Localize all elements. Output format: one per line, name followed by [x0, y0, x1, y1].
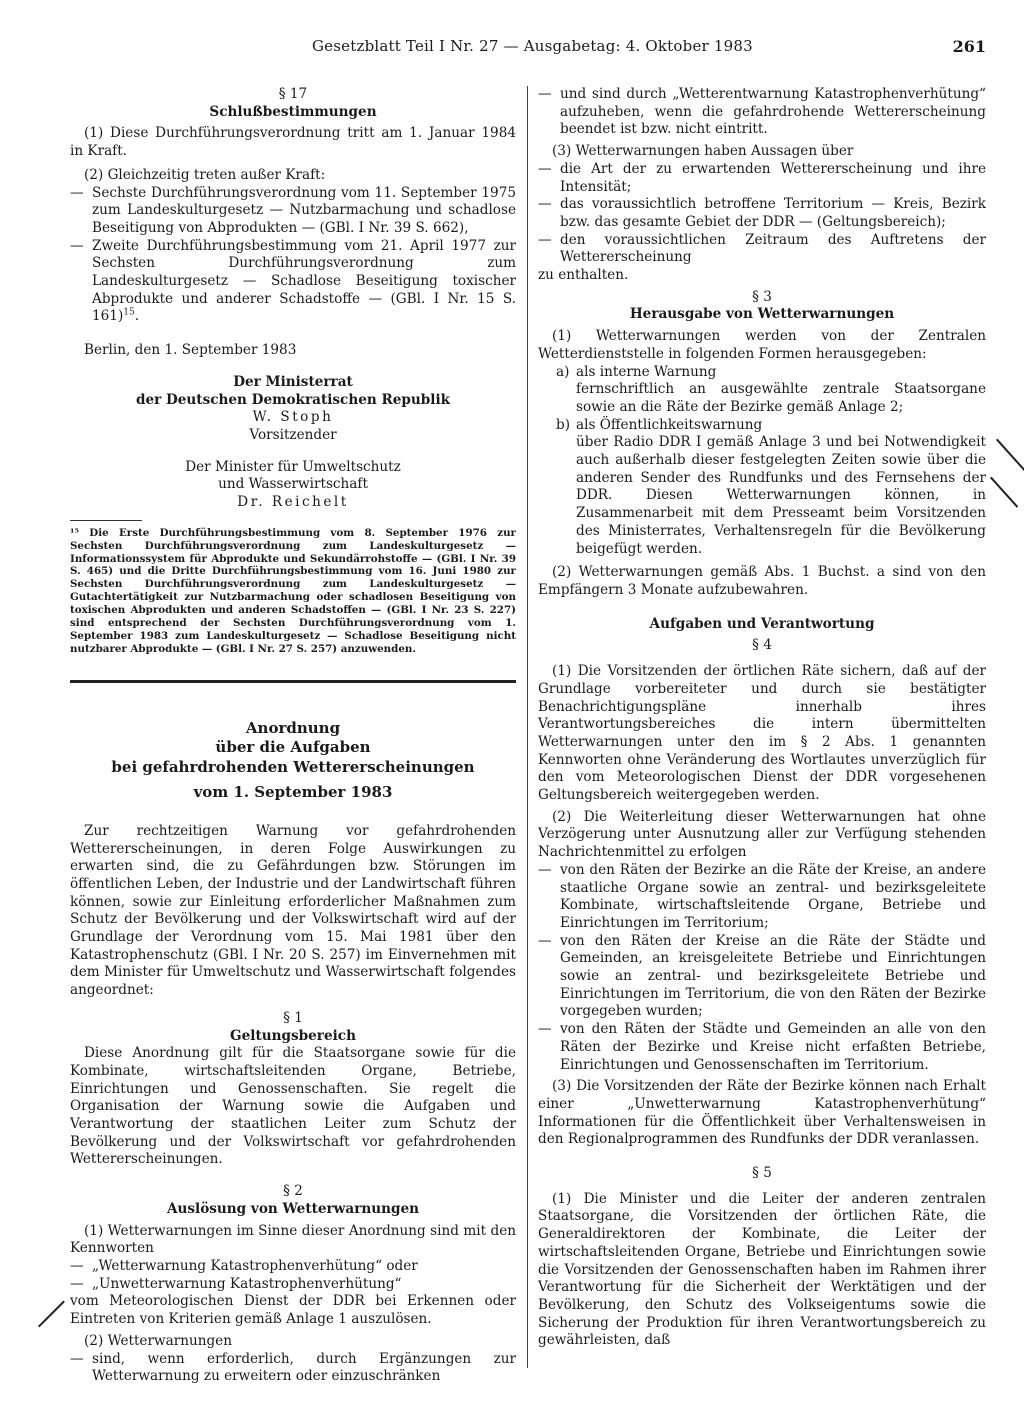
council-role: Vorsitzender — [249, 426, 337, 443]
list-item-title: als interne Warnung — [576, 363, 717, 380]
margin-pen-mark — [38, 1301, 65, 1328]
dash-mark: — — [538, 1021, 552, 1038]
list-item-text: „Unwetterwarnung Katastrophenverhütung“ — [92, 1275, 402, 1292]
section-2-para-3: (3) Wetterwarnungen haben Aussagen über — [552, 143, 854, 160]
section-17-number: § 17 — [278, 86, 308, 102]
page-number: 261 — [952, 37, 986, 56]
minister-signatory: Dr. Reichelt — [237, 494, 349, 511]
section-4-para-3: (3) Die Vorsitzenden der Räte der Bezirke können nach Erhalt einer „Unwetterwarnung Katastrophenverhütung“ Informationen für die Öffentlichkeit über Verhaltensweisen in den Regionalprogrammen des Rundfunks der DDR veranlassen. — [538, 1078, 986, 1148]
section-3-number: § 3 — [752, 288, 772, 305]
list-item — [538, 86, 986, 139]
ordinance-title-1: Anordnung — [245, 718, 341, 737]
section-5-para-1: (1) Die Minister und die Leiter der anderen zentralen Staatsorgane, die Vorsitzenden der örtlichen Räte, die Generaldirektoren der Kombinate, die Leiter der wirtschaftsleitenden Organe, Betriebe und Einrichtungen sowie die Vorsitzenden der Genossenschaften haben im Rahmen ihrer Verantwortung für die Sicherheit der Werktätigen und der Bevölkerung, den Schutz des Volkseigentums sowie die Sicherung der Produktion für ihren Verantwortungsbereich zu gewährleisten, daß — [538, 1190, 986, 1349]
ordinance-title-3: bei gefahrdrohenden Wettererscheinungen — [111, 757, 475, 776]
list-item — [538, 1021, 986, 1074]
list-item — [70, 238, 516, 327]
section-17-para-2: (2) Gleichzeitig treten außer Kraft: — [84, 166, 326, 183]
ordinance-title-2: über die Aufgaben — [215, 738, 371, 757]
section-1-heading: Geltungsbereich — [230, 1027, 356, 1044]
footnote-rule — [70, 520, 142, 521]
dash-mark: — — [70, 184, 84, 201]
footnote-ref: 15 — [123, 307, 135, 318]
section-3-heading: Herausgabe von Wetterwarnungen — [629, 306, 895, 323]
section-2-para-3-end: zu enthalten. — [538, 267, 629, 284]
list-item — [538, 196, 986, 231]
dash-mark: — — [538, 196, 552, 213]
list-item-text: fernschriftlich an ausgewählte zentrale Staatsorgane sowie an die Räte der Bezirke gemäß Anlage 2; — [576, 381, 986, 415]
left-column — [70, 86, 516, 1386]
list-item-text: von den Räten der Kreise an die Räte der Städte und Gemeinden, an kreisgeleitete Betriebe und Einrichtungen sowie an zentral- und bezirksgeleitete Betriebe und Einrichtungen im Territorium, die von den Räten der Bezirke vorgegeben wurden; — [560, 932, 986, 1020]
preamble: Zur rechtzeitigen Warnung vor gefahrdrohenden Wettererscheinungen, in deren Folge Auswirkungen zu erwarten sind, die zu Gefährdungen bzw. Störungen im öffentlichen Leben, der Industrie und der Landwirtschaft führen können, sowie zur Einleitung erforderlicher Maßnahmen zum Schutz der Bevölkerung und der Volkswirtschaft wird auf der Grundlage der Verordnung vom 15. Mai 1981 über den Katastrophenschutz (GBl. I Nr. 20 S. 257) im Einvernehmen mit dem Minister für Umweltschutz und Wasserwirtschaft folgendes angeordnet: — [70, 822, 516, 999]
list-item — [70, 1258, 516, 1276]
list-label: b) — [556, 416, 571, 433]
footnote-15: ¹⁵ Die Erste Durchführungsbestimmung vom 8. September 1976 zur Sechsten Durchführungsverordnung zum Landeskulturgesetz — Informationssystem für Abprodukte und Sekundärrohstoffe — (GBl. I Nr. 39 S. 465) und die Dritte Durchführungsbestimmung vom 16. Juni 1980 zur Sechsten Durchführungsverordnung zum Landeskulturgesetz — Gutachtertätigkeit zur Nutzbarmachung oder schadlosen Beseitigung von toxischen Abprodukten und anderen Schadstoffen — (GBl. I Nr. 23 S. 227) sind entsprechend der Sechsten Durchführungsverordnung vom 1. September 1983 zum Landeskulturgesetz — Schadlose Beseitigung nicht nutzbarer Abprodukte — (GBl. I Nr. 27 S. 257) anzuwenden. — [70, 526, 516, 655]
list-item-text: sind, wenn erforderlich, durch Ergänzungen zur Wetterwarnung zu erweitern oder einzuschränken — [92, 1350, 516, 1385]
council-line-1: Der Ministerrat — [233, 373, 353, 390]
list-item-text: und sind durch „Wetterentwarnung Katastrophenverhütung“ aufzuheben, wenn die gefahrdrohende Wettererscheinung beendet ist bzw. nicht eintritt. — [560, 86, 986, 138]
section-2-para-1: (1) Wetterwarnungen im Sinne dieser Anordnung sind mit den Kennworten — [70, 1222, 516, 1257]
council-signatory: W. Stoph — [252, 409, 334, 426]
dash-mark: — — [538, 932, 552, 949]
dash-mark: — — [70, 1258, 84, 1274]
section-group-heading: Aufgaben und Verantwortung — [649, 615, 875, 632]
list-item — [538, 232, 986, 267]
dash-mark: — — [70, 1275, 84, 1292]
list-item-title: als Öffentlichkeitswarnung — [576, 416, 763, 433]
section-4-number: § 4 — [752, 637, 772, 654]
section-2-para-2: (2) Wetterwarnungen — [84, 1332, 232, 1349]
section-2-heading: Auslösung von Wetterwarnungen — [166, 1200, 420, 1217]
section-4-para-2: (2) Die Weiterleitung dieser Wetterwarnungen hat ohne Verzögerung unter Ausnutzung aller zur Verfügung stehenden Nachrichtenmittel zu erfolgen — [538, 808, 986, 861]
minister-line-1: Der Minister für Umweltschutz — [185, 458, 401, 475]
list-item — [538, 862, 986, 933]
right-column — [538, 86, 986, 1350]
list-label: a) — [556, 363, 570, 380]
section-2-para-1-end: vom Meteorologischen Dienst der DDR bei Erkennen oder Eintreten von Kriterien gemäß Anlage 1 auszulösen. — [70, 1293, 516, 1328]
dash-mark: — — [538, 86, 552, 102]
list-item-text: Zweite Durchführungsbestimmung vom 21. April 1977 zur Sechsten Durchführungsverordnung zum Landeskulturgesetz — Schadlose Beseitigung toxischer Abprodukte und anderer Schadstoffe — (GBl. I Nr. 15 S. 161) — [92, 237, 516, 325]
section-3-para-1: (1) Wetterwarnungen werden von der Zentralen Wetterdienststelle in folgenden Formen herausgegeben: — [538, 328, 986, 362]
dash-mark: — — [538, 861, 552, 878]
council-line-2: der Deutschen Demokratischen Republik — [135, 391, 451, 408]
section-4-para-1: (1) Die Vorsitzenden der örtlichen Räte sichern, daß auf der Grundlage vorbereiteter und durch sie bestätigter Benachrichtigungspläne innerhalb ihres Verantwortungsbereiches die intern übermittelten Wetterwarnungen unter den im § 2 Abs. 1 genannten Kennworten ohne Veränderung des Wortlautes unverzüglich für den vom Meteorologischen Dienst der DDR vorgesehenen Geltungsbereich weitergegeben werden. — [538, 663, 986, 804]
section-2-number: § 2 — [283, 1183, 303, 1200]
dash-mark: — — [538, 231, 552, 248]
list-item — [70, 1351, 516, 1386]
list-item — [70, 185, 516, 238]
page-header — [66, 38, 986, 60]
list-item — [538, 161, 986, 196]
section-1-number: § 1 — [283, 1009, 303, 1026]
list-item — [538, 417, 986, 559]
list-item — [538, 933, 986, 1022]
list-item-text: über Radio DDR I gemäß Anlage 3 und bei Notwendigkeit auch außerhalb dieser festgelegten Zeiten sowie über die anderen Sender des Rundfunks und des Fernsehens der DDR. Diesen Wetterwarnungen können, in Zusammenarbeit mit dem Presseamt beim Vorsitzenden des Ministerrates, Verhaltensregeln für die Bevölkerung beigefügt werden. — [576, 434, 986, 557]
list-item-text: von den Räten der Städte und Gemeinden an alle von den Räten der Bezirke und Kreise nicht erfaßten Betriebe, Einrichtungen und Genossenschaften im Territorium. — [560, 1021, 986, 1073]
section-17-heading: Schlußbestimmungen — [209, 103, 377, 120]
ordinance-date: vom 1. September 1983 — [193, 783, 393, 802]
column-divider — [527, 86, 528, 1368]
list-item-end: . — [134, 308, 140, 325]
list-item-text: von den Räten der Bezirke an die Räte der Kreise, an andere staatliche Organe sowie an zentral- und bezirksgeleitete Kombinate, wirtschaftsleitende Organe, Betriebe und Einrichtungen im Territorium; — [560, 861, 986, 931]
list-item-text: den voraussichtlichen Zeitraum des Auftretens der Wettererscheinung — [560, 231, 986, 266]
list-item — [538, 364, 986, 417]
section-17-para-1: (1) Diese Durchführungsverordnung tritt am 1. Januar 1984 in Kraft. — [70, 125, 516, 160]
minister-line-2: und Wasserwirtschaft — [218, 476, 368, 493]
margin-pen-mark — [996, 439, 1024, 472]
section-5-number: § 5 — [752, 1165, 772, 1182]
list-item-text: das voraussichtlich betroffene Territorium — Kreis, Bezirk bzw. das gesamte Gebiet der DDR — (Geltungsbereich); — [560, 196, 986, 230]
dash-mark: — — [70, 1350, 84, 1367]
margin-pen-mark — [990, 477, 1018, 508]
list-item-text: die Art der zu erwartenden Wettererscheinung und ihre Intensität; — [560, 160, 986, 195]
list-item-text: Sechste Durchführungsverordnung vom 11. September 1975 zum Landeskulturgesetz — Nutzbarmachung und schadlose Beseitigung von Abprodukten — (GBl. I Nr. 39 S. 662), — [92, 184, 516, 236]
header-title: Gesetzblatt Teil I Nr. 27 — Ausgabetag: 4. Oktober 1983 — [312, 37, 753, 55]
dash-mark: — — [538, 160, 552, 177]
dash-mark: — — [70, 237, 84, 254]
list-item — [70, 1276, 516, 1294]
section-3-para-2: (2) Wetterwarnungen gemäß Abs. 1 Buchst. a sind von den Empfängern 3 Monate aufzubewahren. — [538, 564, 986, 598]
list-item-text: „Wetterwarnung Katastrophenverhütung“ oder — [92, 1258, 418, 1274]
place-date: Berlin, den 1. September 1983 — [84, 342, 297, 359]
section-1-text: Diese Anordnung gilt für die Staatsorgane sowie für die Kombinate, wirtschaftsleitenden Organe, Betriebe, Einrichtungen und Genossenschaften. Sie regelt die Organisation der Warnung sowie die Aufgaben und Verantwortung der staatlichen Leiter zum Schutz der Bevölkerung und der Volkswirtschaft vor gefahrdrohenden Wettererscheinungen. — [70, 1045, 516, 1168]
